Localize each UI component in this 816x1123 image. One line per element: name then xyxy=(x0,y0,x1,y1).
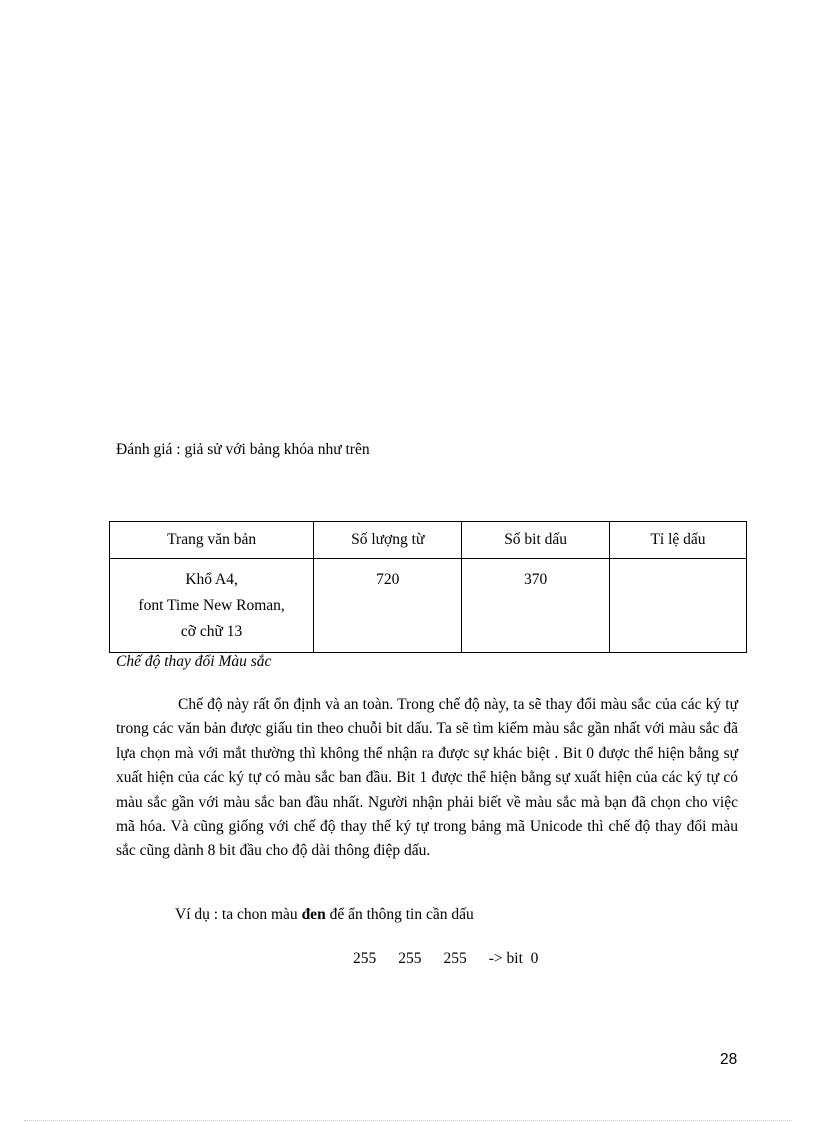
cell-word-count: 720 xyxy=(314,559,462,653)
rgb-green: 255 xyxy=(398,950,422,967)
page-spec-line-2: font Time New Roman, xyxy=(138,597,285,614)
header-page: Trang văn bản xyxy=(110,522,314,559)
statistics-table xyxy=(109,521,747,653)
header-word-count: Số lượng từ xyxy=(314,522,462,559)
rgb-blue: 255 xyxy=(443,950,467,967)
example-suffix: để ẩn thông tin cần dấu xyxy=(325,906,474,923)
rgb-example xyxy=(353,950,538,968)
page-spec-line-1: Khổ A4, xyxy=(185,571,238,588)
page-number: 28 xyxy=(720,1051,738,1068)
table-header-row xyxy=(110,522,747,559)
example-prefix: Ví dụ : ta chon màu xyxy=(175,906,302,923)
cell-ratio xyxy=(610,559,747,653)
header-bit-count: Số bit dấu xyxy=(462,522,610,559)
example-bold-word: đen xyxy=(301,906,326,923)
body-paragraph: Chế độ này rất ổn định và an toàn. Trong chế độ này, ta sẽ thay đổi màu sắc của các ký tự trong các văn bản được giấu tin theo chuỗi bit dấu. Ta sẽ tìm kiếm màu sắc gần nhất với màu sắc đã lựa chọn mà với mắt thường thì không thể nhận ra được sự khác biệt . Bit 0 được thể hiện bằng sự xuất hiện của các ký tự có màu sắc ban đầu. Bit 1 được thể hiện bằng sự xuất hiện của các ký tự có màu sắc gần với màu sắc ban đầu nhất. Người nhận phải biết về màu sắc mà bạn đã chọn cho việc mã hóa. Và cũng giống với chế độ thay thế ký tự trong bảng mã Unicode thì chế độ thay đổi màu sắc cũng dành 8 bit đầu cho độ dài thông điệp dấu. xyxy=(116,696,738,860)
cell-page-spec xyxy=(110,559,314,653)
section-heading: Chế độ thay đổi Màu sắc xyxy=(116,653,272,670)
example-line xyxy=(175,906,474,924)
page-bottom-divider xyxy=(24,1120,792,1121)
evaluation-text: Đánh giá : giả sử với bảng khóa như trên xyxy=(116,441,370,458)
header-ratio: Tỉ lệ dấu xyxy=(610,522,747,559)
rgb-result: -> bit 0 xyxy=(488,950,539,967)
rgb-red: 255 xyxy=(353,950,377,967)
page-spec-line-3: cỡ chữ 13 xyxy=(180,623,243,640)
cell-bit-count: 370 xyxy=(462,559,610,653)
table-row xyxy=(110,559,747,653)
